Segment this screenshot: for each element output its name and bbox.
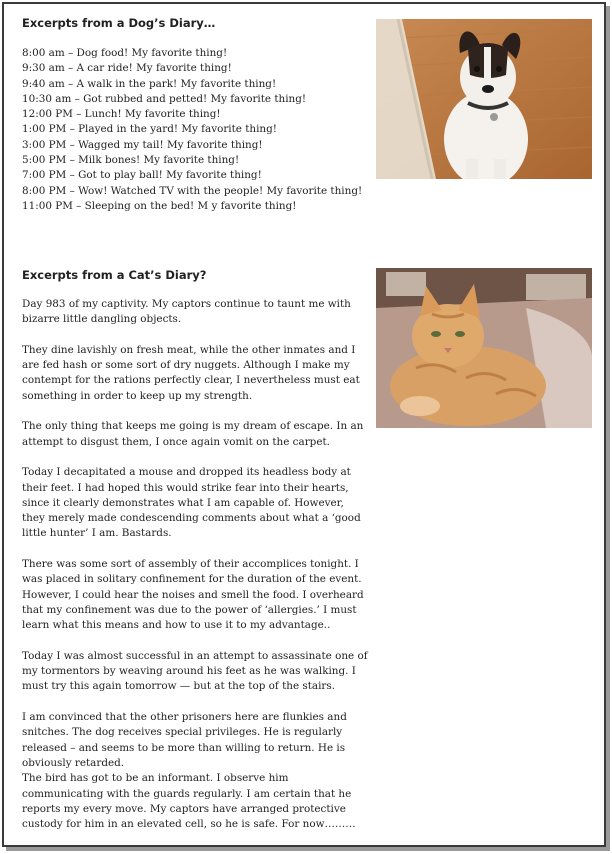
cat-paragraph: I am convinced that the other prisoners here are flunkies and snitches. The dog receives special privileges. He is regularly released – and seems to be more than willing to return. He is obviously retarded. <box>22 711 347 769</box>
dog-entry: 9:40 am – A walk in the park! My favorite thing! <box>22 77 277 90</box>
cat-paragraph: Day 983 of my captivity. My captors continue to taunt me with bizarre little dangling objects. <box>22 298 351 326</box>
dog-entry: 1:00 PM – Played in the yard! My favorite thing! <box>22 123 277 136</box>
dog-entry: 3:00 PM – Wagged my tail! My favorite thing! <box>22 138 263 151</box>
dog-diary-entries <box>22 46 372 214</box>
dog-entry: 5:00 PM – Milk bones! My favorite thing! <box>22 154 240 167</box>
dog-entry: 9:30 am – A car ride! My favorite thing! <box>22 62 232 75</box>
cat-paragraph: The only thing that keeps me going is my dream of escape. In an attempt to disgust them, I once again vomit on the carpet. <box>22 420 364 448</box>
cat-diary-body <box>22 297 368 832</box>
dog-entry: 8:00 PM – Wow! Watched TV with the people! My favorite thing! <box>22 184 363 197</box>
dog-photo <box>376 19 592 179</box>
dog-entry: 8:00 am – Dog food! My favorite thing! <box>22 47 228 59</box>
dog-entry: 7:00 PM – Got to play ball! My favorite thing! <box>22 169 262 182</box>
cat-paragraph: There was some sort of assembly of their accomplices tonight. I was placed in solitary confinement for the duration of the event. However, I could hear the noises and smell the food. I overheard that my confinement was due to the power of ‘allergies.’ I must learn what this means and how to use it to my advantage.. <box>22 558 364 632</box>
cat-paragraph: The bird has got to be an informant. I observe him communicating with the guards regularly. I am certain that he reports my every move. My captors have arranged protective custody for him in an elevated cell, so he is safe. For now……… <box>22 772 356 831</box>
cat-paragraph: Today I decapitated a mouse and dropped its headless body at their feet. I had hoped this would strike fear into their hearts, since it clearly demonstrates what I am capable of. However, they merely made condescending comments about what a ‘good little hunter’ I am. Bastards. <box>22 466 361 540</box>
dog-entry: 11:00 PM – Sleeping on the bed! M y favorite thing! <box>22 199 297 212</box>
cat-diary-title: Excerpts from a Cat’s Diary? <box>22 268 207 282</box>
cat-paragraph: They dine lavishly on fresh meat, while the other inmates and I are fed hash or some sort of dry nuggets. Although I make my contempt for the rations perfectly clear, I nevertheless must eat something in order to keep up my strength. <box>22 343 360 402</box>
dog-diary-title: Excerpts from a Dog’s Diary… <box>22 16 216 30</box>
dog-entry: 12:00 PM – Lunch! My favorite thing! <box>22 108 221 121</box>
dog-entry: 10:30 am – Got rubbed and petted! My favorite thing! <box>22 92 307 105</box>
cat-photo <box>376 268 592 428</box>
cat-paragraph: Today I was almost successful in an attempt to assassinate one of my tormentors by weaving around his feet as he was walking. I must try this again tomorrow — but at the top of the stairs. <box>22 649 368 693</box>
